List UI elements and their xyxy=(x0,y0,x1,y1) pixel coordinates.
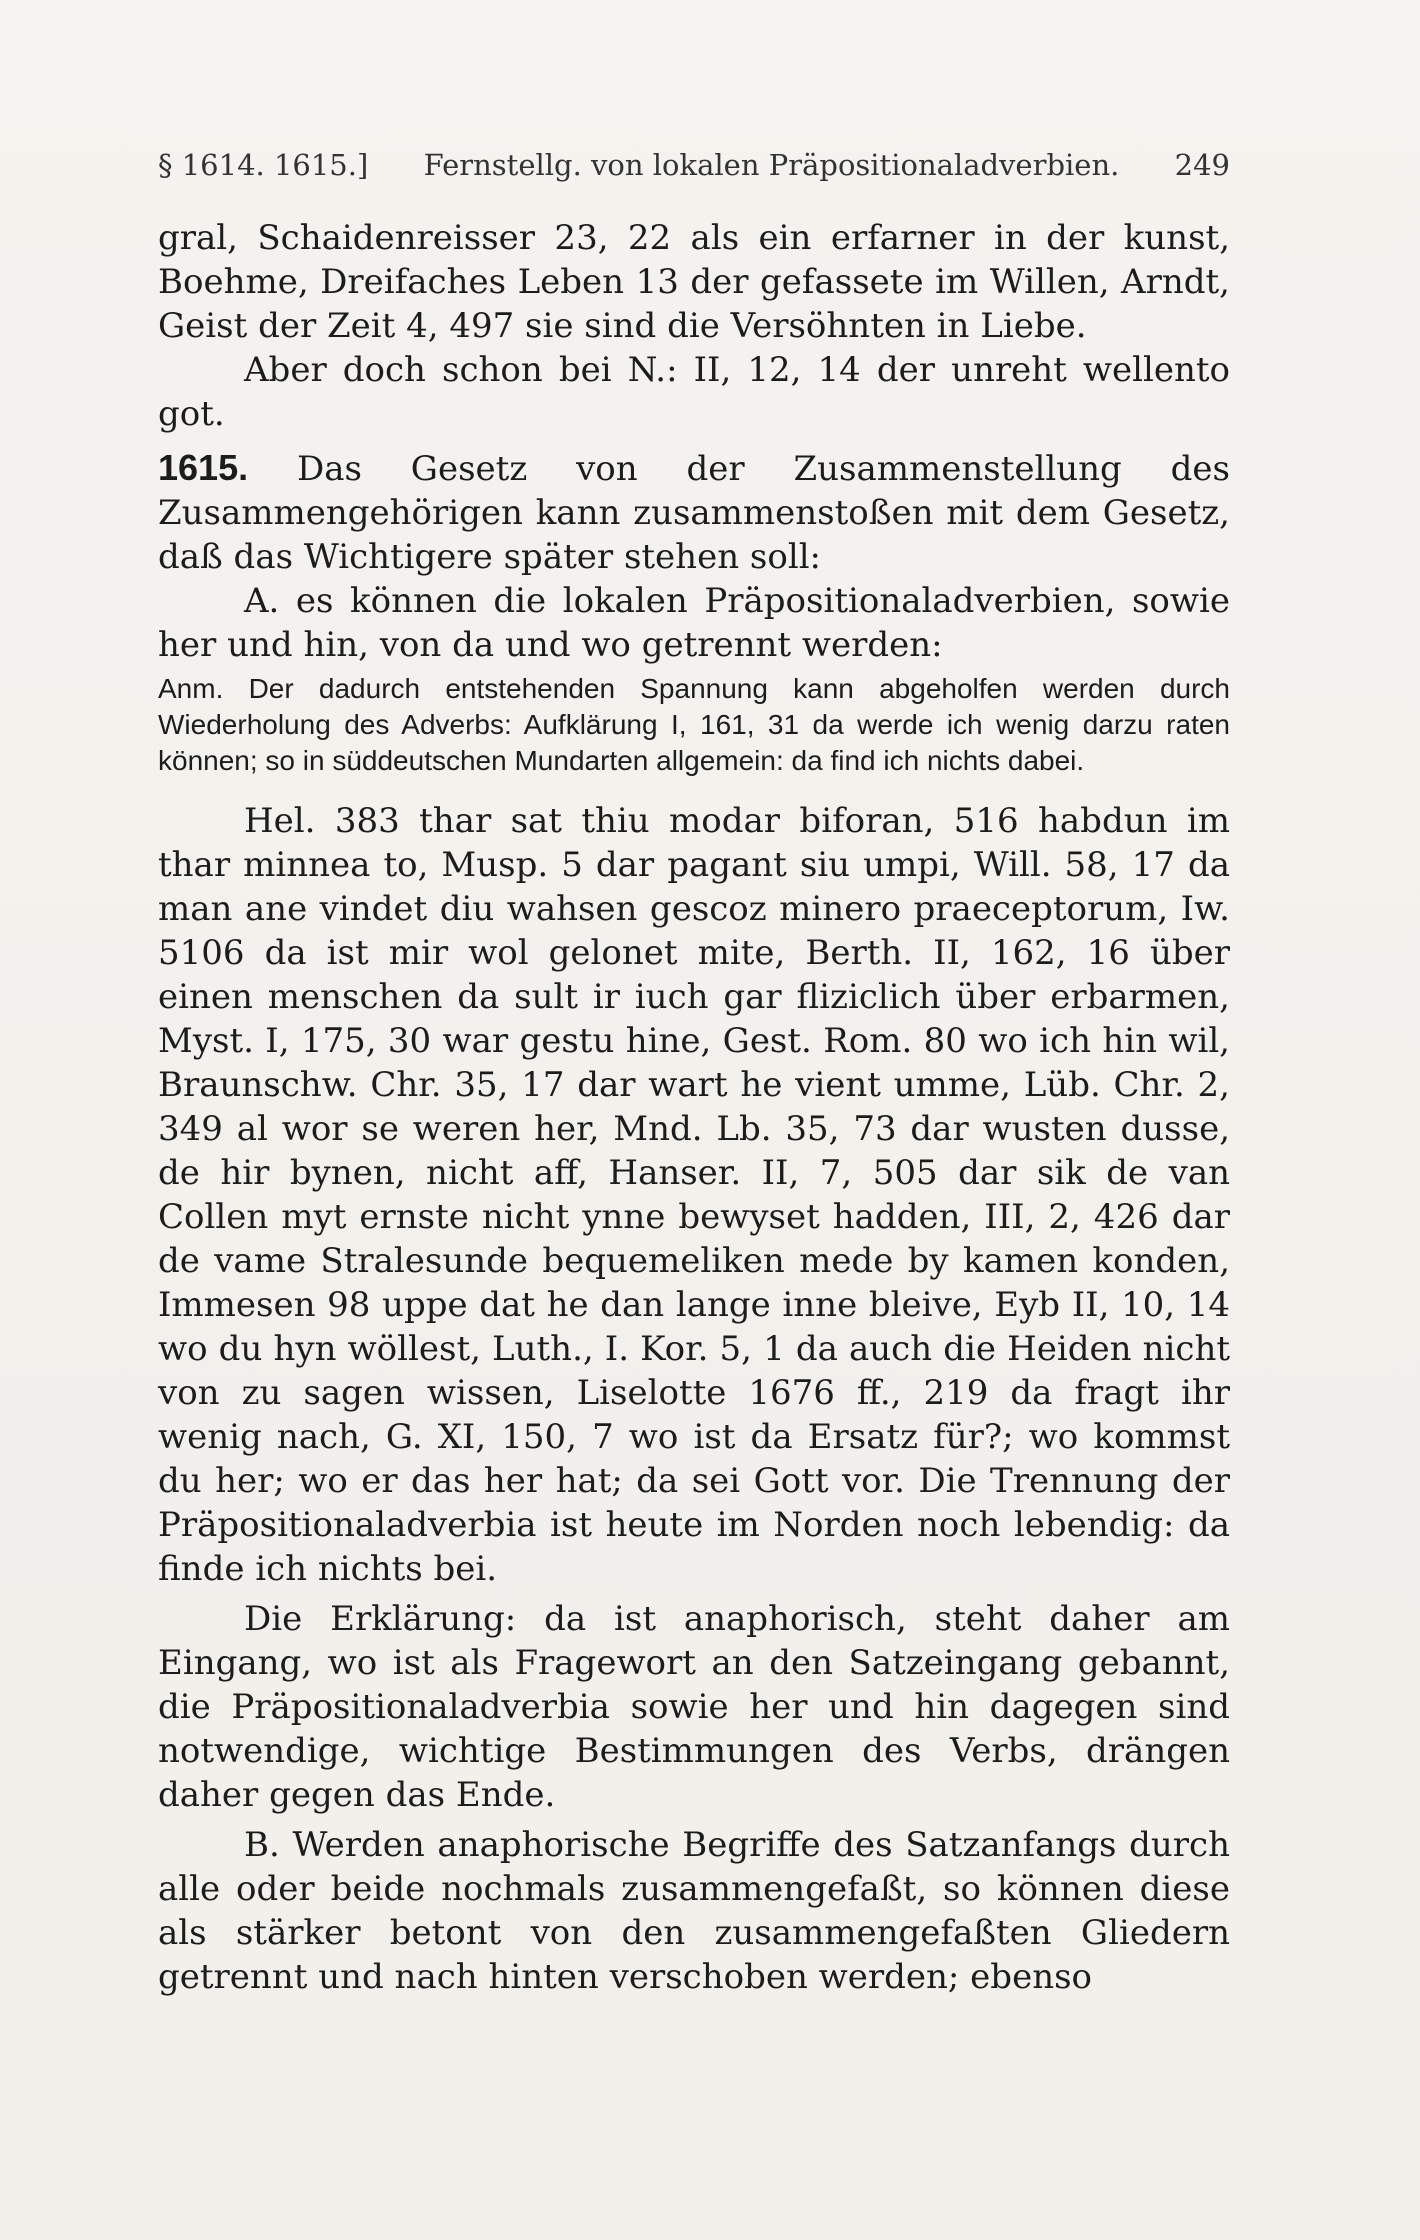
paragraph-section-1615 xyxy=(158,446,1230,579)
paragraph-rule-b: B. Werden anaphorische Begriffe des Satzanfangs durch alle oder beide nochmals zusammengefaßt, so können diese als stärker betont von den zusammengefaßten Gliedern getrennt und nach hinten verschoben werden; ebenso xyxy=(158,1825,1230,1997)
page-number: 249 xyxy=(1174,148,1230,182)
footnote-anmerkung: Anm. Der dadurch entstehenden Spannung kann abgeholfen werden durch Wiederholung des Adverbs: Aufklärung I, 161, 31 da werde ich wenig darzu raten können; so in süddeutschen Mundarten allgemein: da find ich nichts dabei. xyxy=(158,673,1230,776)
section-intro-text: Das Gesetz von der Zusammenstellung des Zusammengehörigen kann zusammenstoßen mit dem Gesetz, daß das Wichtigere später stehen soll: xyxy=(158,449,1230,577)
running-header xyxy=(158,148,1230,182)
paragraph-explanation: Die Erklärung: da ist anaphorisch, steht daher am Eingang, wo ist als Fragewort an den Satzeingang gebannt, die Präpositionaladverbia sowie her und hin dagegen sind notwendige, wichtige Bestimmungen des Verbs, drängen daher gegen das Ende. xyxy=(158,1599,1230,1815)
paragraph-continuation: gral, Schaidenreisser 23, 22 als ein erfarner in der kunst, Boehme, Dreifaches Leben 13 der gefassete im Willen, Arndt, Geist der Zeit 4, 497 sie sind die Versöhnten in Liebe. xyxy=(158,218,1230,346)
paragraph-rule-a: A. es können die lokalen Präpositionaladverbien, sowie her und hin, von da und wo getrennt werden: xyxy=(158,581,1230,665)
paragraph-notker: Aber doch schon bei N.: II, 12, 14 der unreht wellento got. xyxy=(158,350,1230,434)
section-number: 1615. xyxy=(158,447,249,488)
header-title: Fernstellg. von lokalen Präpositionaladverbien. xyxy=(423,148,1120,182)
paragraph-examples: Hel. 383 thar sat thiu modar biforan, 516 habdun im thar minnea to, Musp. 5 dar pagant siu umpi, Will. 58, 17 da man ane vindet diu wahsen gescoz minero praeceptorum, Iw. 5106 da ist mir wol gelonet mite, Berth. II, 162, 16 über einen menschen da sult ir iuch gar fliziclich über erbarmen, Myst. I, 175, 30 war gestu hine, Gest. Rom. 80 wo ich hin wil, Braunschw. Chr. 35, 17 dar wart he vient umme, Lüb. Chr. 2, 349 al wor se weren her, Mnd. Lb. 35, 73 dar wusten dusse, de hir bynen, nicht aff, Hanser. II, 7, 505 dar sik de van Collen myt ernste nicht ynne bewyset hadden, III, 2, 426 dar de vame Stralesunde bequemeliken mede by kamen konden, Immesen 98 uppe dat he dan lange inne bleive, Eyb II, 10, 14 wo du hyn wöllest, Luth., I. Kor. 5, 1 da auch die Heiden nicht von zu sagen wissen, Liselotte 1676 ff., 219 da fragt ihr wenig nach, G. XI, 150, 7 wo ist da Ersatz für?; wo kommst du her; wo er das her hat; da sei Gott vor. Die Trennung der Präpositionaladverbia ist heute im Norden noch lebendig: da finde ich nichts bei. xyxy=(158,801,1230,1589)
header-section-ref: § 1614. 1615.] xyxy=(158,148,369,182)
text-block xyxy=(158,148,1230,1999)
